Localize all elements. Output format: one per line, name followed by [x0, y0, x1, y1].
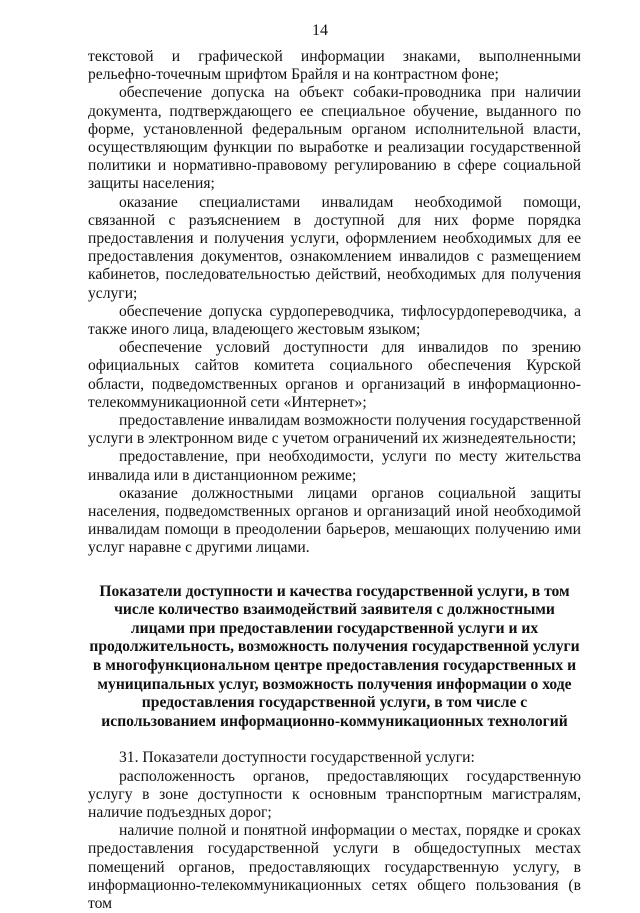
page-number: 14 — [312, 22, 328, 39]
paragraph-website-accessibility: обеспечение условий доступности для инвалидов по зрению официальных сайтов комитета социального обеспечения Курской области, подведомственных органов и организаций в информационно-телекоммуникационной сети «Интернет»; — [88, 339, 581, 411]
paragraph-officials-assistance: оказание должностными лицами органов социальной защиты населения, подведомственных органов и организаций иной необходимой инвалидам помощи в преодолении барьеров, мешающих получению ими услуг наравне с другими лицами. — [88, 484, 581, 557]
paragraph-guide-dog-access: обеспечение допуска на объект собаки-проводника при наличии документа, подтверждающего ее специальное обучение, выданного по форме, установленной федеральным органом исполнительной власти, осуществляющим функции по выработке и реализации государственной политики и нормативно-правовому регулированию в сфере социальной защиты населения; — [88, 84, 581, 193]
paragraph-information-availability: наличие полной и понятной информации о местах, порядке и сроках предоставления государственной услуги в общедоступных местах помещений органов, предоставляющих государственную услугу, в информационно-телекоммуникационных сетях общего пользования (в том — [88, 822, 581, 913]
paragraph-item-31: 31. Показатели доступности государственной услуги: — [119, 749, 475, 767]
paragraph-transport-accessibility: расположенность органов, предоставляющих государственную услугу в зоне доступности к основным транспортным магистралям, наличие подъездных дорог; — [88, 767, 581, 822]
paragraph-remote-service: предоставление, при необходимости, услуги по месту жительства инвалида или в дистанционном режиме; — [88, 448, 581, 484]
paragraph-sign-language-interpreter: обеспечение допуска сурдопереводчика, тифлосурдопереводчика, а также иного лица, владеющего жестовым языком; — [88, 302, 581, 339]
paragraph-electronic-service: предоставление инвалидам возможности получения государственной услуги в электронном виде с учетом ограничений их жизнедеятельности; — [88, 412, 581, 448]
section-heading: Показатели доступности и качества государственной услуги, в том числе количество взаимодействий заявителя с должностными лицами при предоставлении государственной услуги и их продолжительность, возможность получения государственной услуги в многофункциональном центре предоставления государственных и муниципальных услуг, возможность получения информации о ходе предоставления государственной услуги, в том числе с использованием информационно-коммуникационных технологий — [89, 582, 580, 730]
document-body — [88, 48, 581, 913]
paragraph-braille-info: текстовой и графической информации знаками, выполненными рельефно-точечным шрифтом Брайля и на контрастном фоне; — [88, 48, 581, 84]
paragraph-specialist-assistance: оказание специалистами инвалидам необходимой помощи, связанной с разъяснением в доступной для них форме порядка предоставления и получения услуги, оформлением необходимых для ее предоставления документов, ознакомлением инвалидов с размещением кабинетов, последовательностью действий, необходимых для получения услуги; — [88, 193, 581, 302]
